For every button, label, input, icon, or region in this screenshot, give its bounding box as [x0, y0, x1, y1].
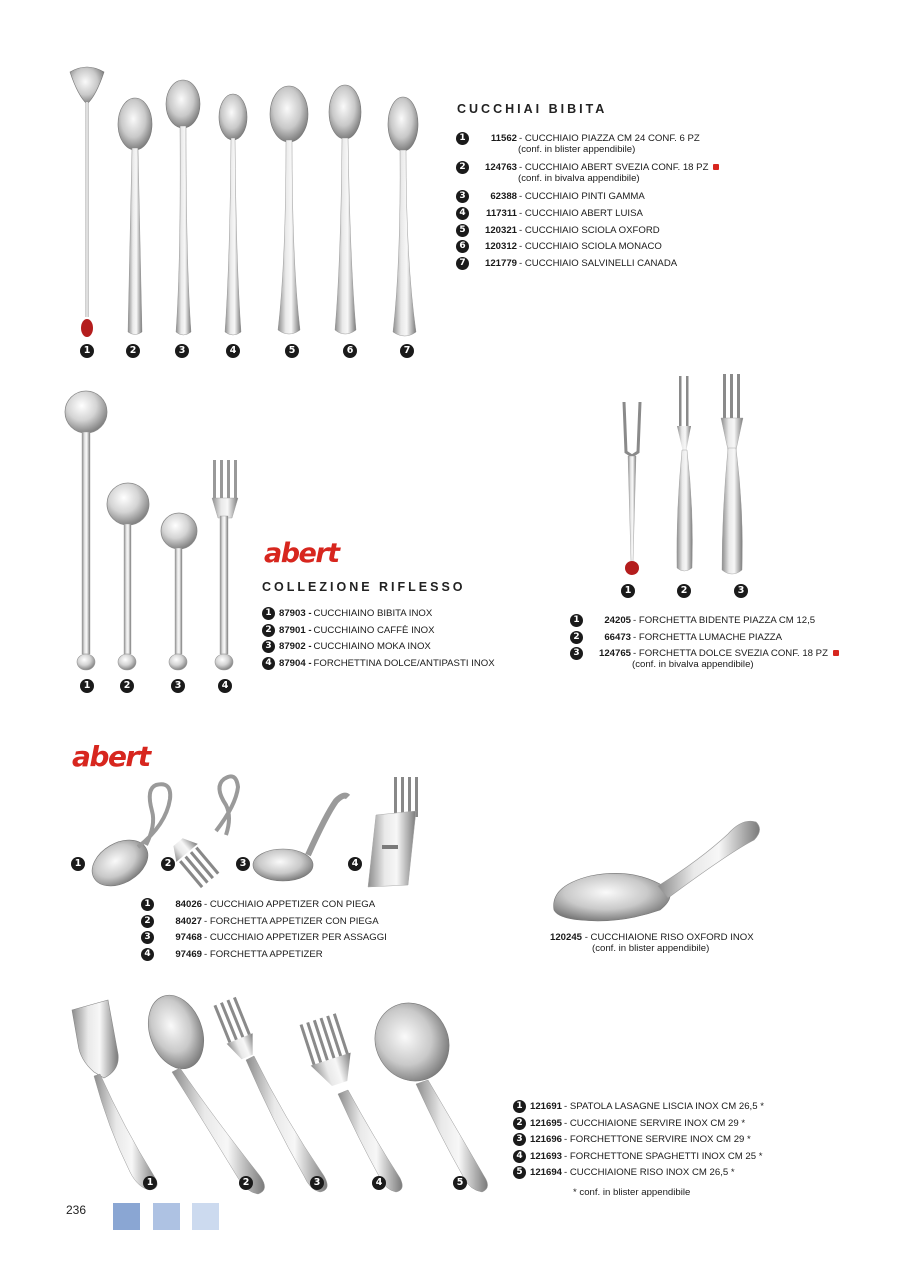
product-description: - CUCCHIAIO ABERT LUISA — [519, 207, 643, 219]
list-item — [513, 1132, 764, 1149]
list-item — [456, 223, 719, 240]
posate-servire-image — [64, 998, 498, 1198]
item-number-badge: 3 — [456, 190, 469, 203]
item-number-badge: 1 — [262, 607, 275, 620]
marker-3: 3 — [236, 857, 250, 871]
product-description: - FORCHETTA APPETIZER — [204, 948, 323, 960]
product-code: 124763 — [484, 162, 517, 174]
product-code: 124765 — [598, 648, 631, 660]
product-description: FORCHETTINA DOLCE/ANTIPASTI INOX — [313, 657, 495, 669]
item-number-badge: 3 — [262, 640, 275, 653]
list-item — [456, 206, 719, 223]
item-number-badge: 1 — [513, 1100, 526, 1113]
item-number-badge: 2 — [262, 624, 275, 637]
product-code: 24205 — [604, 615, 631, 626]
item-number-badge: 2 — [513, 1117, 526, 1130]
list-item — [513, 1149, 764, 1166]
product-code: 120245 — [550, 932, 583, 943]
item-number-badge: 5 — [456, 224, 469, 237]
product-code: 62388 — [490, 191, 517, 203]
decorative-square-1 — [113, 1203, 140, 1230]
product-description: - CUCCHIAIO PINTI GAMMA — [519, 191, 645, 203]
red-square-icon — [833, 650, 839, 656]
list-item — [262, 606, 495, 623]
marker-3: 3 — [175, 344, 189, 358]
marker-2: 2 — [161, 857, 175, 871]
list-item — [262, 639, 495, 656]
product-description: - CUCCHIAIO APPETIZER CON PIEGA — [204, 899, 376, 910]
list-item — [262, 623, 495, 640]
product-description: - FORCHETTA LUMACHE PIAZZA — [633, 631, 783, 643]
product-description: - FORCHETTA APPETIZER CON PIEGA — [204, 915, 379, 927]
product-description: - CUCCHIAIONE SERVIRE INOX CM 29 * — [564, 1117, 746, 1129]
product-code: 97468 — [175, 932, 202, 944]
item-number-badge: 3 — [513, 1133, 526, 1146]
marker-3: 3 — [171, 679, 185, 693]
product-code: 120321 — [484, 224, 517, 236]
cucchiai-bibita-image — [60, 62, 430, 342]
forchette-image — [610, 372, 760, 582]
item-number-badge: 4 — [262, 657, 275, 670]
marker-4: 4 — [218, 679, 232, 693]
list-item — [513, 1116, 764, 1133]
product-description: - CUCCHIAIONE RISO OXFORD INOX — [584, 932, 754, 943]
list-item — [262, 656, 495, 673]
red-square-icon — [713, 164, 719, 170]
marker-2: 2 — [126, 344, 140, 358]
product-code: 84027 — [175, 915, 202, 927]
abert-logo: abert — [72, 740, 150, 773]
product-note: (conf. in blister appendibile) — [592, 943, 710, 954]
marker-5: 5 — [285, 344, 299, 358]
list-item — [141, 897, 387, 914]
product-code: 121694 — [530, 1167, 563, 1179]
product-code: 11562 — [490, 133, 517, 144]
list-item — [141, 914, 387, 931]
product-description: - SPATOLA LASAGNE LISCIA INOX CM 26,5 * — [564, 1101, 764, 1112]
product-description: - FORCHETTONE SPAGHETTI INOX CM 25 * — [564, 1150, 763, 1162]
appetizer-list — [141, 897, 387, 963]
item-number-badge: 5 — [513, 1166, 526, 1179]
forchette-list — [570, 613, 839, 675]
product-code: 120312 — [484, 241, 517, 253]
product-description: - CUCCHIAIO SALVINELLI CANADA — [519, 257, 678, 269]
product-code: 66473 — [604, 631, 631, 643]
item-number-badge: 3 — [570, 647, 583, 660]
marker-2: 2 — [677, 584, 691, 598]
collezione-riflesso-list — [262, 606, 495, 672]
riso-oxford-caption — [550, 932, 754, 954]
marker-2: 2 — [239, 1176, 253, 1190]
list-item — [513, 1099, 764, 1116]
list-item — [513, 1165, 764, 1182]
product-description: - FORCHETTONE SERVIRE INOX CM 29 * — [564, 1134, 751, 1146]
list-item — [550, 932, 754, 943]
item-number-badge: 4 — [141, 948, 154, 961]
list-item — [456, 239, 719, 256]
product-code: 97469 — [175, 948, 202, 960]
marker-7: 7 — [400, 344, 414, 358]
item-number-badge: 3 — [141, 931, 154, 944]
item-number-badge: 2 — [141, 915, 154, 928]
product-code: 87902 - — [279, 641, 312, 653]
cucchiaione-riso-image — [550, 812, 770, 924]
marker-2: 2 — [120, 679, 134, 693]
product-code: 117311 — [486, 207, 517, 219]
item-number-badge: 1 — [570, 614, 583, 627]
collezione-riflesso-image — [62, 388, 247, 678]
marker-5: 5 — [453, 1176, 467, 1190]
posate-servire-list — [513, 1099, 764, 1182]
section-title-collezione-riflesso: COLLEZIONE RIFLESSO — [262, 580, 466, 594]
product-code: 121693 — [530, 1150, 563, 1162]
item-number-badge: 4 — [513, 1150, 526, 1163]
product-code: 87901 - — [279, 624, 312, 636]
marker-1: 1 — [621, 584, 635, 598]
item-number-badge: 1 — [456, 132, 469, 145]
product-code: 87904 - — [279, 657, 312, 669]
marker-3: 3 — [734, 584, 748, 598]
marker-1: 1 — [80, 344, 94, 358]
product-code: 121779 — [484, 257, 517, 269]
product-description: - CUCCHIAIO SCIOLA OXFORD — [519, 224, 660, 236]
product-code: 121696 — [530, 1134, 563, 1146]
item-number-badge: 4 — [456, 207, 469, 220]
list-item — [570, 630, 839, 647]
product-description: - FORCHETTA BIDENTE PIAZZA CM 12,5 — [633, 615, 816, 626]
product-code: 121695 — [530, 1117, 563, 1129]
product-description: - CUCCHIAIO APPETIZER PER ASSAGGI — [204, 932, 387, 944]
item-number-badge: 7 — [456, 257, 469, 270]
product-description: - CUCCHIAIO PIAZZA CM 24 CONF. 6 PZ — [519, 133, 700, 144]
list-item — [141, 930, 387, 947]
item-number-badge: 6 — [456, 240, 469, 253]
product-description: CUCCHIAINO CAFFÈ INOX — [313, 624, 435, 636]
product-description: - CUCCHIAIO ABERT SVEZIA CONF. 18 PZ — [519, 162, 709, 174]
product-description: CUCCHIAINO MOKA INOX — [313, 641, 431, 653]
product-note: (conf. in bivalva appendibile) — [632, 658, 754, 670]
product-note: (conf. in blister appendibile) — [518, 143, 636, 155]
section-title-cucchiai-bibita: CUCCHIAI BIBITA — [457, 102, 608, 116]
list-item — [456, 256, 719, 273]
product-code: 84026 — [175, 899, 202, 910]
product-description: - CUCCHIAIONE RISO INOX CM 26,5 * — [564, 1167, 735, 1179]
item-number-badge: 2 — [456, 161, 469, 174]
product-description: CUCCHIAINO BIBITA INOX — [313, 608, 433, 619]
appetizer-image — [86, 775, 426, 895]
cucchiai-bibita-list — [456, 131, 719, 272]
list-item — [141, 947, 387, 964]
marker-3: 3 — [310, 1176, 324, 1190]
decorative-square-2 — [153, 1203, 180, 1230]
list-item — [456, 189, 719, 206]
marker-1: 1 — [143, 1176, 157, 1190]
product-note: (conf. in bivalva appendibile) — [518, 172, 640, 184]
marker-6: 6 — [343, 344, 357, 358]
marker-1: 1 — [71, 857, 85, 871]
marker-4: 4 — [348, 857, 362, 871]
item-number-badge: 1 — [141, 898, 154, 911]
list-item — [570, 613, 839, 630]
product-description: - FORCHETTA DOLCE SVEZIA CONF. 18 PZ — [633, 648, 828, 660]
page-number: 236 — [66, 1203, 87, 1217]
marker-4: 4 — [372, 1176, 386, 1190]
marker-4: 4 — [226, 344, 240, 358]
product-code: 121691 — [530, 1101, 563, 1112]
footnote: * conf. in blister appendibile — [573, 1187, 691, 1198]
product-code: 87903 - — [279, 608, 312, 619]
product-description: - CUCCHIAIO SCIOLA MONACO — [519, 241, 662, 253]
abert-logo: abert — [264, 538, 339, 569]
item-number-badge: 2 — [570, 631, 583, 644]
decorative-square-3 — [192, 1203, 219, 1230]
marker-1: 1 — [80, 679, 94, 693]
